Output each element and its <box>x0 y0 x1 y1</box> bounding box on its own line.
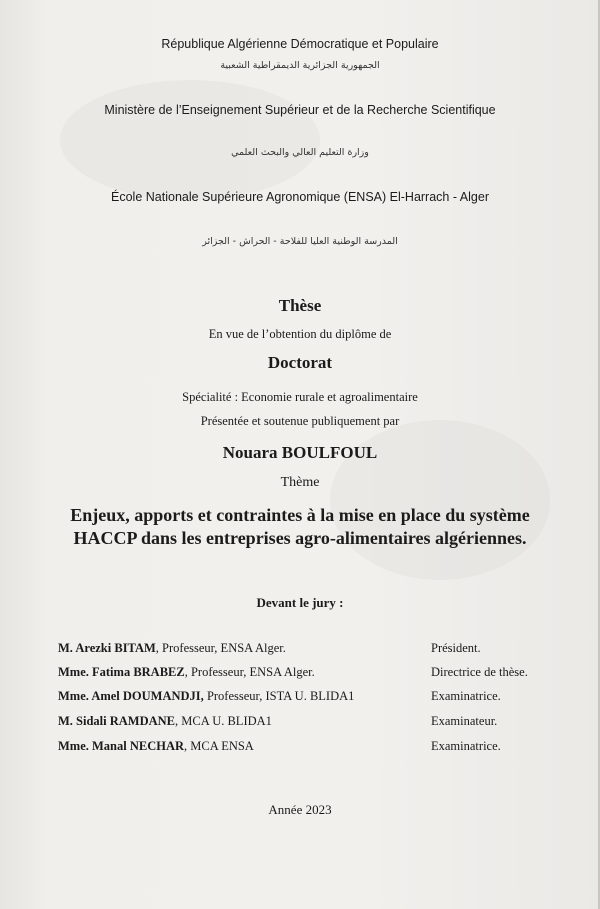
jury-member-row <box>0 665 600 683</box>
thesis-title-line-1: Enjeux, apports et contraintes à la mise en place du système <box>70 505 530 525</box>
ministry-name-ar: وزارة التعليم العالي والبحث العلمي <box>231 147 369 158</box>
paper-stain <box>60 80 320 200</box>
jury-member-name: M. Sidali RAMDANE <box>58 714 176 728</box>
republic-name-ar: الجمهورية الجزائرية الديمقراطية الشعبية <box>220 60 380 71</box>
jury-member-affiliation: Professeur, ISTA U. BLIDA1 <box>203 689 355 703</box>
school-name-ar: المدرسة الوطنية العليا للفلاحة - الحراش - الجزائر <box>202 236 398 247</box>
jury-member-row <box>0 739 600 757</box>
jury-member-affiliation: , MCA ENSA <box>184 739 254 753</box>
jury-member-role: Examinateur. <box>431 714 498 728</box>
jury-member-affiliation: , Professeur, ENSA Alger. <box>184 665 315 679</box>
school-name-fr: École Nationale Supérieure Agronomique (ENSA) El-Harrach - Alger <box>111 190 489 204</box>
jury-member-name: M. Arezki BITAM <box>58 641 156 655</box>
defense-year: Année 2023 <box>268 802 332 817</box>
republic-name-fr: République Algérienne Démocratique et Populaire <box>161 37 439 51</box>
ministry-name-fr: Ministère de l’Enseignement Supérieur et de la Recherche Scientifique <box>104 103 496 117</box>
degree-purpose: En vue de l’obtention du diplôme de <box>208 327 392 341</box>
jury-member-role: Examinatrice. <box>431 739 501 753</box>
jury-member-row <box>0 641 600 659</box>
jury-member-role: Directrice de thèse. <box>431 665 528 679</box>
jury-member-affiliation: , MCA U. BLIDA1 <box>175 714 272 728</box>
jury-member-row <box>0 689 600 707</box>
speciality: Spécialité : Economie rurale et agroalimentaire <box>182 390 418 404</box>
document-type: Thèse <box>278 296 322 315</box>
jury-member-name: Mme. Manal NECHAR <box>58 739 185 753</box>
jury-member-name: Mme. Fatima BRABEZ <box>58 665 185 679</box>
jury-member-affiliation: , Professeur, ENSA Alger. <box>155 641 286 655</box>
thesis-title-line-2: HACCP dans les entreprises agro-alimentaires algériennes. <box>73 528 527 548</box>
jury-member-role: Président. <box>431 641 481 655</box>
jury-member-row <box>0 714 600 732</box>
jury-member-role: Examinatrice. <box>431 689 501 703</box>
author-name: Nouara BOULFOUL <box>222 443 378 462</box>
presented-by: Présentée et soutenue publiquement par <box>200 414 400 428</box>
theme-label: Thème <box>280 475 320 490</box>
degree-name: Doctorat <box>267 353 333 372</box>
jury-heading: Devant le jury : <box>256 595 344 610</box>
jury-member-name: Mme. Amel DOUMANDJI, <box>58 689 204 703</box>
